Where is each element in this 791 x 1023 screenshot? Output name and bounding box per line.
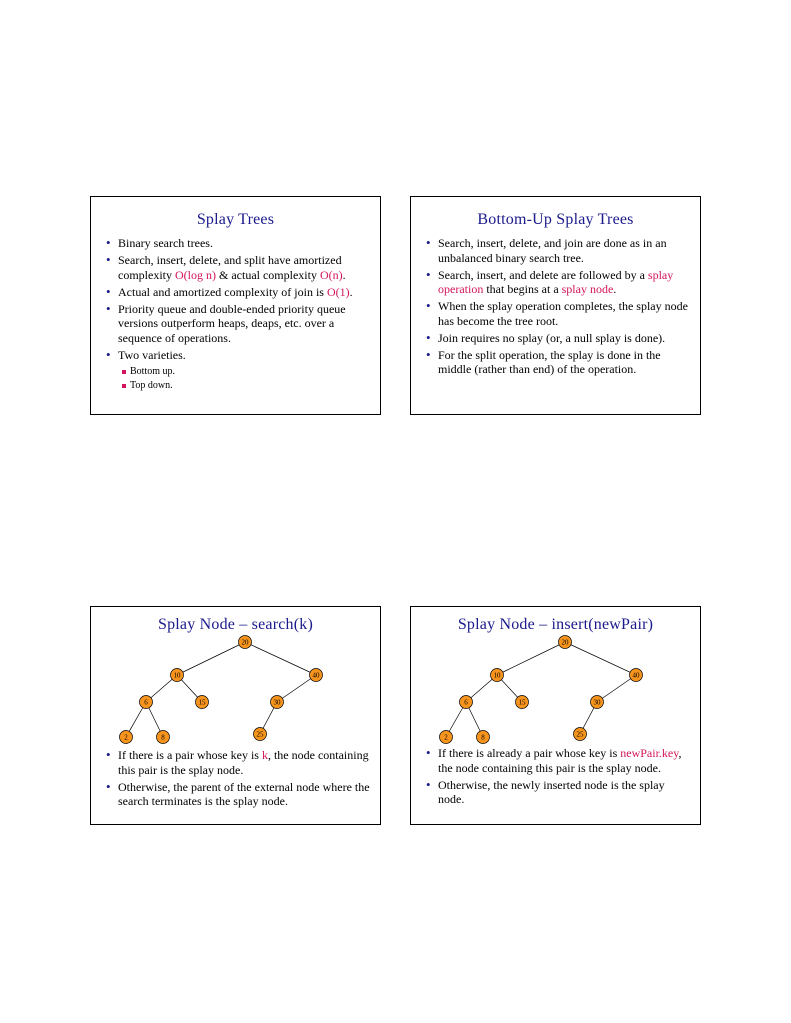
tree-node-key: 10 [493, 671, 501, 680]
slide-title: Splay Node – insert(newPair) [457, 616, 654, 633]
tree-node-key: 40 [312, 671, 320, 680]
bullet-text: Actual and amortized complexity of join is [118, 284, 327, 299]
bullet-text: . [342, 267, 346, 282]
slide-title: Splay Node – search(k) [157, 616, 314, 633]
sub-bullet-list [118, 365, 372, 393]
tree-edge [277, 675, 316, 702]
bullet-item: • For the split operation, the splay is done in the middle (rather than end) of the operation. [426, 348, 690, 377]
tree-node-key: 30 [273, 698, 281, 707]
tree-node-key: 40 [632, 671, 640, 680]
bullet-list [426, 236, 690, 379]
bullet-item: • Otherwise, the parent of the external node where the search terminates is the splay node. [106, 780, 372, 809]
bullet-text: If there is a pair whose key is [118, 748, 262, 762]
slide-title: Splay Trees [196, 211, 275, 228]
tree-node-key: 8 [481, 733, 485, 742]
highlight-text: newPair.key [620, 746, 679, 760]
tree-node-key: 15 [198, 698, 206, 707]
tree-node-key: 25 [256, 730, 264, 739]
highlight-text: O(log n) [175, 267, 216, 282]
slide-splay-node-search [90, 606, 381, 825]
tree-node-key: 8 [161, 733, 165, 742]
highlight-text: O(1) [326, 284, 350, 299]
tree-node-key: 6 [464, 698, 468, 707]
bullet-text: . [613, 282, 617, 296]
bullet-item: • Otherwise, the newly inserted node is the splay node. [426, 778, 692, 807]
tree-edge [245, 642, 316, 675]
bullet-list [426, 746, 692, 809]
highlight-text: k [261, 748, 268, 762]
bullet-item [106, 285, 372, 300]
binary-tree-diagram [411, 607, 702, 747]
tree-edge [497, 642, 565, 675]
highlight-text: splay operation [438, 267, 674, 296]
sub-bullet-item: Bottom up. [118, 365, 372, 379]
slide-splay-trees [90, 196, 381, 415]
slide-bottom-up-splay-trees [410, 196, 701, 415]
bullet-text: that begins at a [483, 282, 562, 296]
tree-node-key: 15 [518, 698, 526, 707]
tree-node-key: 10 [173, 671, 181, 680]
bullet-item [426, 746, 692, 775]
tree-edge [597, 675, 636, 702]
highlight-text: O(n) [319, 267, 343, 282]
bullet-text: Search, insert, and delete are followed by a [438, 267, 648, 282]
bullet-list [106, 236, 372, 396]
tree-edge [177, 642, 245, 675]
bullet-item: • Search, insert, delete, and join are done as in an unbalanced binary search tree. [426, 236, 690, 265]
tree-edge [565, 642, 636, 675]
slide-title: Bottom-Up Splay Trees [477, 211, 634, 228]
tree-node-key: 25 [576, 730, 584, 739]
tree-node-key: 20 [241, 638, 249, 647]
bullet-item [106, 253, 372, 282]
binary-tree-diagram [91, 607, 382, 747]
slide-splay-node-insert [410, 606, 701, 825]
tree-node-key: 30 [593, 698, 601, 707]
highlight-text: splay node [561, 282, 614, 296]
bullet-text: . [349, 284, 353, 299]
sub-bullet-item: Top down. [118, 379, 372, 393]
bullet-item: • Join requires no splay (or, a null splay is done). [426, 331, 690, 346]
bullet-text: If there is already a pair whose key is [438, 746, 621, 760]
bullet-item: • Binary search trees. [106, 236, 372, 251]
bullet-text: Two varieties. [118, 347, 186, 362]
tree-node-key: 20 [561, 638, 569, 647]
tree-node-key: 2 [124, 733, 128, 742]
tree-node-key: 2 [444, 733, 448, 742]
tree-node-key: 6 [144, 698, 148, 707]
bullet-item: • Priority queue and double-ended priority queue versions outperform heaps, deaps, etc. over a sequence of operations. [106, 302, 372, 346]
bullet-text: , the node containing this pair is the splay node. [438, 746, 682, 775]
bullet-item [106, 748, 372, 777]
bullet-text: Search, insert, delete, and split have amortized complexity [118, 253, 342, 282]
bullet-list [106, 748, 372, 811]
bullet-item: • When the splay operation completes, the splay node has become the tree root. [426, 299, 690, 328]
bullet-text: , the node containing this pair is the splay node. [118, 748, 369, 777]
bullet-text: & actual complexity [216, 267, 320, 282]
bullet-item [426, 268, 690, 297]
bullet-item [106, 348, 372, 394]
